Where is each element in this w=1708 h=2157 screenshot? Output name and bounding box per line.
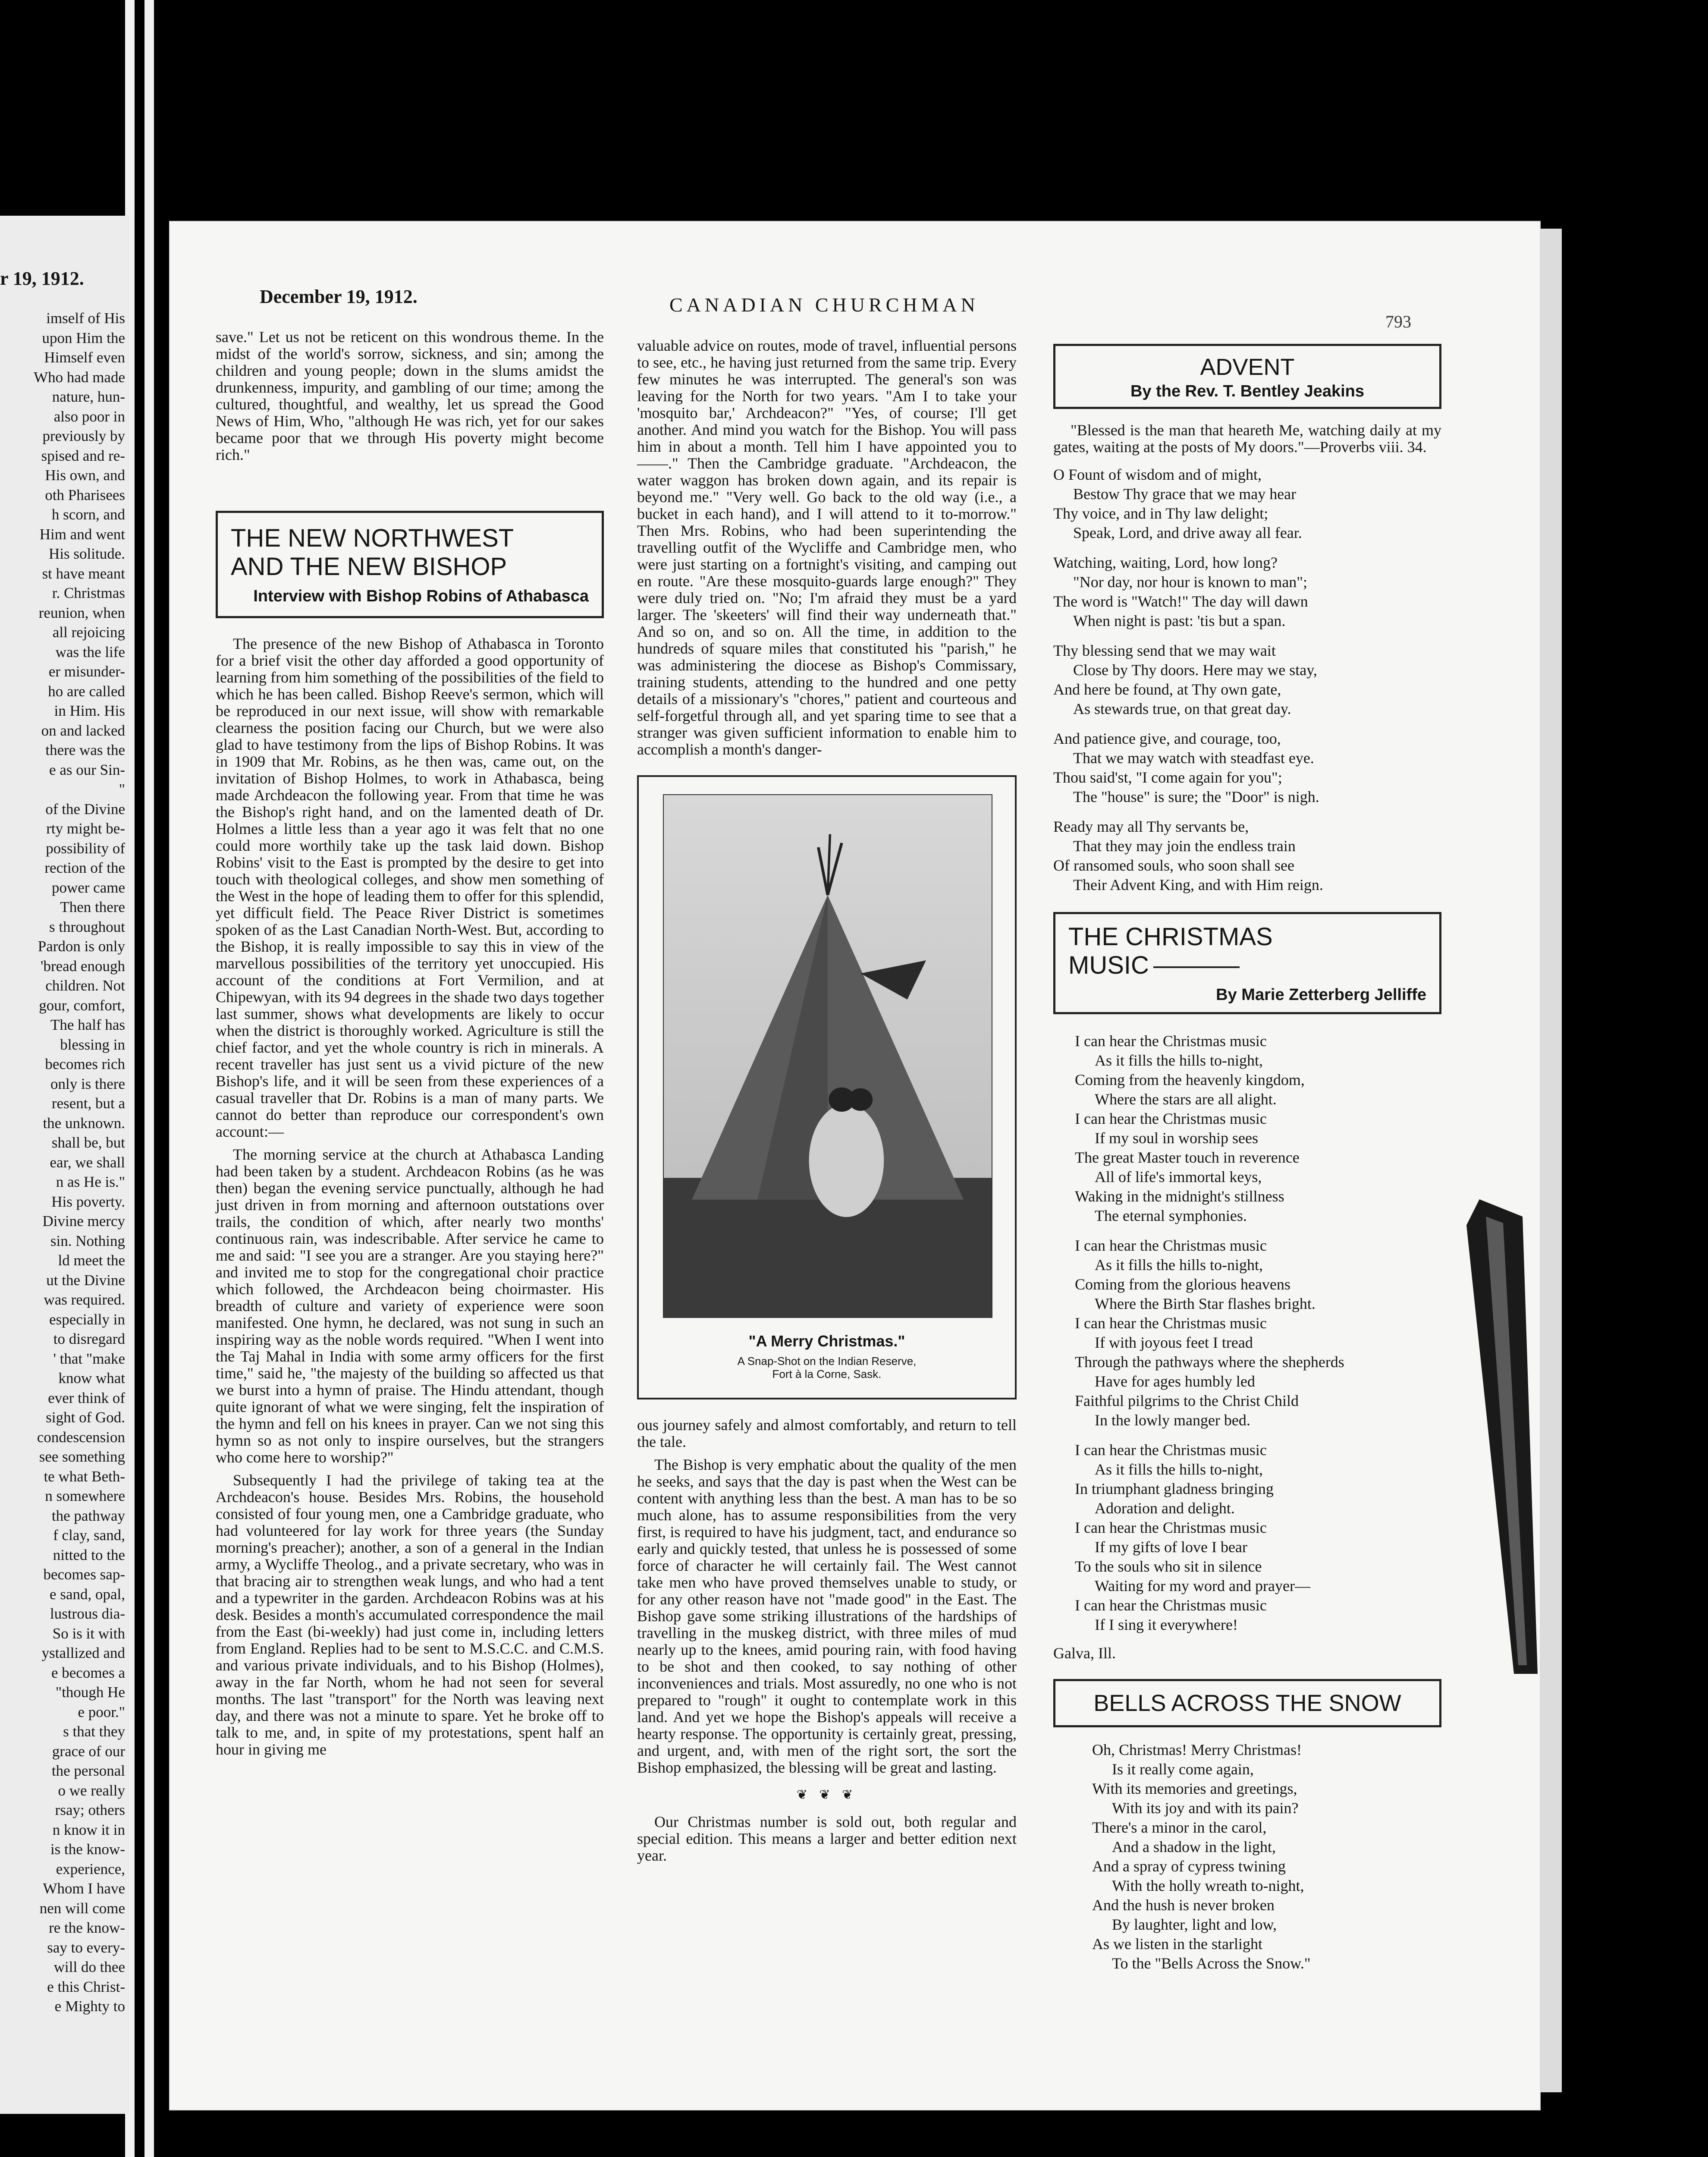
poem-line: Oh, Christmas! Merry Christmas!	[1092, 1741, 1302, 1758]
paragraph: The morning service at the church at Athabasca Landing had been taken by a student. Archdeacon Robins (as he was then) began the evening service punctually, although he had just driven in from morning and afternoon outstations over trails, the condition of which, after nearly two months' continuous rain, was indescribable. After service he came to me and said: "I see you are a stranger. Are you staying here?" and invited me to stop for the congregational choir practice which followed, the Archdeacon being choirmaster. His breadth of culture and variety of experience were soon manifested. One hymn, he declared, was not sung in such an inspiring way as the noble words required. "When I went into the Taj Mahal in India with some army officers for the first time," said he, "the majesty of the building so affected us that we burst into a hymn of praise. The Hindu attendant, though quite ignorant of what we were singing, felt the inspiration of the hymn and fell on his knees in prayer. Can we not sing this hymn so as not only to inspire ourselves, but the strangers who come here to worship?"	[216, 1146, 604, 1466]
text-line: possibility of	[46, 840, 125, 857]
paragraph: valuable advice on routes, mode of travel, influential persons to see, etc., he having just returned from the same trip. Every few minutes he was interrupted. The general's son was leaving for the North for two years. "Am I to take your 'mosquito bar,' Archdeacon?" "Yes, of course; I'll get another. And mind you watch for the Bishop. You will pass him in about a month. Tell him I have appointed you to——." Then the Cambridge graduate. "Archdeacon, the water waggon has broken down again, and its repair is beyond me." "Very well. Go back to the old way (i.e., a bucket in each hand), and I will attend to it to-morrow." Then Mrs. Robins, who had been superintending the travelling outfit of the Wycliffe and Cambridge men, who were just starting on a fortnight's visiting, and camping out en route. "Are these mosquito-guards large enough?" They were duly tried on. "No; I'm afraid they must be a yard larger. The 'skeeters' will find their way underneath that." And so on, and so on. All the time, in addition to the hundreds of square miles that constituted his "parish," he was administering the diocese as Bishop's Commissary, training students, attending to the hundred and one petty details of a missionary's "chores," patient and courteous and self-forgetful through all, and yet sparing time to see that a stranger was given sufficient information to enable him to accomplish a month's danger-	[637, 337, 1017, 758]
poem-line: And here be found, at Thy own gate,	[1053, 681, 1281, 698]
poem-line: I can hear the Christmas music	[1075, 1110, 1267, 1127]
section-ornament: ❦ ❦ ❦	[796, 1788, 857, 1802]
stanza	[1075, 1440, 1441, 1635]
poem-line: And a spray of cypress twining	[1092, 1858, 1286, 1875]
text-line: was required.	[44, 1291, 125, 1308]
text-line: becomes rich	[45, 1056, 125, 1072]
photo-frame	[637, 775, 1017, 1399]
poem-line: Waking in the midnight's stillness	[1075, 1188, 1284, 1205]
text-line: f clay, sand,	[53, 1527, 125, 1544]
text-line: e as our Sin-	[49, 761, 125, 778]
text-line: Who had made	[34, 368, 125, 386]
poem-line: Through the pathways where the shepherds	[1075, 1353, 1344, 1371]
text-line: rty might be-	[46, 820, 125, 837]
text-line: e Mighty to	[54, 1998, 125, 2015]
poem-line: If with joyous feet I tread	[1095, 1334, 1253, 1351]
text-line: The half has	[50, 1016, 125, 1033]
text-line: te what Beth-	[44, 1468, 125, 1485]
poem-line: As stewards true, on that great day.	[1073, 700, 1291, 717]
text-line: gour, comfort,	[39, 997, 125, 1014]
text-line: e this Christ-	[47, 1978, 125, 1995]
text-line: sight of God.	[46, 1409, 125, 1426]
text-line: becomes sap-	[43, 1566, 125, 1583]
text-line: rsay; others	[55, 1802, 125, 1818]
text-line: upon Him the	[42, 329, 125, 346]
text-line: lustrous dia-	[50, 1605, 125, 1622]
masthead-title: CANADIAN CHURCHMAN	[669, 294, 979, 316]
poem-line: By laughter, light and low,	[1112, 1916, 1277, 1933]
paragraph: Our Christmas number is sold out, both regular and special edition. This means a larger and better edition next year.	[637, 1813, 1017, 1864]
advent-heading-box	[1053, 344, 1441, 409]
christmas-music-poem	[1053, 1031, 1441, 1635]
text-line: ever think of	[48, 1389, 125, 1406]
previous-page-date: r 19, 1912.	[0, 268, 84, 289]
text-line: especially in	[49, 1311, 125, 1328]
poem-author: By the Rev. T. Bentley Jeakins	[1130, 382, 1365, 400]
text-line: So is it with	[52, 1625, 125, 1642]
poem-epigraph: "Blessed is the man that heareth Me, watching daily at my gates, waiting at the posts of My doors."—Proverbs viii. 34.	[1053, 421, 1441, 456]
text-line: was the life	[55, 643, 125, 660]
text-line: in Him. His	[54, 702, 125, 719]
stanza	[1075, 1236, 1441, 1430]
poem-line: Faithful pilgrims to the Christ Child	[1075, 1392, 1299, 1409]
paragraph: The Bishop is very emphatic about the quality of the men he seeks, and says that the day is past when the West can be content with anything less than the best. A man has to be so much alone, has to assume responsibilities from the very first, is required to have his judgment, tact, and endurance so early and quickly tested, that unless he is possessed of some force of character he will certainly fail. The West cannot take men who have proved themselves unable to study, or for any other reason have not "made good" in the East. The Bishop gave some striking illustrations of the hardships of travelling in the muskeg district, with three miles of mud nearly up to the knees, amid pouring rain, with food having to be shot and then cooked, to say nothing of other inconveniences and trials. Most assuredly, no one who is not prepared to "rough" it ought to contemplate work in this land. And yet we hope the Bishop's appeals will receive a hearty response. The opportunity is certainly great, pressing, and urgent, and, with men of the right sort, the sort the Bishop emphasized, the blessing will be great and lasting.	[637, 1456, 1017, 1776]
stanza	[1053, 465, 1441, 543]
poem-line: Ready may all Thy servants be,	[1053, 818, 1249, 835]
christmas-music-heading-box	[1053, 912, 1441, 1014]
text-line: Whom I have	[43, 1880, 125, 1897]
article-heading-box	[216, 511, 604, 618]
paragraph: save." Let us not be reticent on this wondrous theme. In the midst of the world's sorrow, sickness, and sin; among the children and young people; down in the slums amidst the drunkenness, impurity, and gambling of our time; among the cultured, thoughtful, and wealthy, let us spread the Good News of Him, Who, "although He was rich, yet for our sakes became poor that we through His poverty might become rich."	[216, 328, 604, 463]
poem-line: If I sing it everywhere!	[1095, 1616, 1238, 1633]
text-line: His poverty.	[51, 1193, 125, 1210]
poem-title: BELLS ACROSS THE SNOW	[1093, 1690, 1401, 1716]
poem-line: I can hear the Christmas music	[1075, 1314, 1267, 1332]
text-line: imself of His	[46, 310, 125, 327]
poem-line: To the souls who sit in silence	[1075, 1558, 1262, 1575]
bells-heading-box	[1053, 1679, 1441, 1727]
poem-line: Of ransomed souls, who soon shall see	[1053, 857, 1294, 874]
poem-line: That we may watch with steadfast eye.	[1073, 749, 1314, 767]
poem-line: To the "Bells Across the Snow."	[1112, 1955, 1311, 1972]
text-line: n as He is."	[56, 1173, 125, 1190]
article-title: THE NEW NORTHWEST AND THE NEW BISHOP	[231, 524, 514, 581]
newspaper-page	[169, 221, 1541, 2110]
issue-date: December 19, 1912.	[260, 286, 418, 307]
text-line: children. Not	[45, 977, 125, 994]
text-line: 'bread enough	[41, 957, 125, 975]
text-line: ' that "make	[53, 1350, 125, 1367]
title-rule	[1153, 966, 1240, 968]
text-line: re the know-	[49, 1919, 125, 1936]
poem-line: I can hear the Christmas music	[1075, 1032, 1267, 1050]
poem-line: As we listen in the starlight	[1092, 1935, 1262, 1953]
text-line: ho are called	[48, 682, 125, 700]
text-line: Himself even	[44, 349, 125, 366]
text-line: power came	[51, 879, 125, 896]
poem-line: Close by Thy doors. Here may we stay,	[1073, 661, 1317, 679]
text-line: ld meet the	[58, 1252, 125, 1269]
poem-line: As it fills the hills to-night,	[1095, 1256, 1263, 1273]
column-right	[1053, 344, 1441, 1973]
poem-line: I can hear the Christmas music	[1075, 1519, 1267, 1536]
poem-line: Have for ages humbly led	[1095, 1373, 1255, 1390]
previous-page-fragment	[0, 216, 129, 2114]
bells-poem	[1053, 1740, 1441, 1973]
text-line: resent, but a	[51, 1095, 125, 1112]
poem-line: The "house" is sure; the "Door" is nigh.	[1073, 788, 1319, 805]
text-line: all rejoicing	[52, 624, 125, 641]
poem-title: ADVENT	[1200, 354, 1295, 380]
text-line: o we really	[58, 1782, 125, 1799]
previous-page-text	[0, 308, 125, 2016]
stanza	[1053, 817, 1441, 895]
text-line: ystallized and	[41, 1644, 125, 1661]
poem-line: O Fount of wisdom and of might,	[1053, 466, 1262, 483]
text-line: r. Christmas	[52, 585, 125, 601]
poem-line: That they may join the endless train	[1073, 837, 1296, 855]
text-line: grace of our	[52, 1742, 125, 1760]
poem-line: If my gifts of love I bear	[1095, 1538, 1247, 1556]
poem-line: I can hear the Christmas music	[1075, 1237, 1267, 1254]
teepee-photo	[663, 794, 992, 1318]
text-line: Him and went	[39, 525, 125, 543]
poem-line: With its joy and with its pain?	[1112, 1799, 1299, 1817]
poem-line: In the lowly manger bed.	[1095, 1412, 1250, 1429]
poem-line: And the hush is never broken	[1092, 1896, 1275, 1914]
text-line: of the Divine	[45, 800, 125, 818]
poem-line: Coming from the heavenly kingdom,	[1075, 1071, 1305, 1088]
text-line: the pathway	[51, 1507, 125, 1524]
advent-poem	[1053, 465, 1441, 895]
paragraph: ous journey safely and almost comfortably, and return to tell the tale.	[637, 1416, 1017, 1450]
poem-line: The eternal symphonies.	[1095, 1207, 1247, 1224]
poem-line: Where the Birth Star flashes bright.	[1095, 1295, 1316, 1312]
text-line: only is there	[50, 1075, 125, 1092]
text-line: condescension	[37, 1428, 125, 1446]
poem-line: When night is past: 'tis but a span.	[1073, 612, 1286, 629]
article-subtitle: Interview with Bishop Robins of Athabasca	[253, 587, 589, 605]
column-middle	[637, 337, 1017, 1870]
text-line: nen will come	[39, 1899, 125, 1917]
text-line: sin. Nothing	[50, 1232, 125, 1249]
poem-line: Their Advent King, and with Him reign.	[1073, 876, 1323, 893]
paragraph: Subsequently I had the privilege of taking tea at the Archdeacon's house. Besides Mrs. Robins, the household consisted of four young men, one a Cambridge graduate, who had volunteered for lay work for three years (the Sunday morning's preacher); another, a son of a general in the Indian army, a Wycliffe Theolog., and a private secretary, who was in that bracing air to strengthen weak lungs, and who had a tent and a typewriter in the garden. Archdeacon Robins was at his desk. Besides a month's accumulated correspondence the mail from the East (bi-weekly) had just come in, including letters from England. Replies had to be sent to M.S.C.C. and C.M.S. and various private individuals, and to his Bishop (Holmes), away in the far North, whom he had not seen for several months. The last "transport" for the North was leaving next day, and there was not a minute to spare. Yet he broke off to talk to me, and, in spite of my protestations, spent half an hour in giving me	[216, 1472, 604, 1758]
text-line: previously by	[42, 428, 125, 444]
stanza	[1053, 729, 1441, 807]
poem-author: By Marie Zetterberg Jelliffe	[1216, 986, 1426, 1004]
text-line: see something	[39, 1448, 125, 1465]
poem-line: And a shadow in the light,	[1112, 1838, 1276, 1855]
poem-line: Watching, waiting, Lord, how long?	[1053, 554, 1278, 571]
text-line: s throughout	[49, 918, 125, 935]
text-line: oth Pharisees	[45, 486, 125, 503]
poem-line: I can hear the Christmas music	[1075, 1597, 1267, 1614]
poem-line: "Nor day, nor hour is known to man";	[1073, 573, 1307, 591]
poem-line: Where the stars are all alight.	[1095, 1091, 1277, 1108]
text-line: s that they	[63, 1723, 125, 1740]
text-line: e sand, opal,	[50, 1585, 125, 1603]
poem-line: Thy blessing send that we may wait	[1053, 642, 1276, 659]
poem-line: The word is "Watch!" The day will dawn	[1053, 593, 1308, 610]
text-line: e poor."	[78, 1703, 125, 1720]
stanza	[1053, 641, 1441, 719]
stanza	[1053, 553, 1441, 631]
text-line: know what	[58, 1370, 125, 1387]
poem-line: All of life's immortal keys,	[1095, 1168, 1262, 1185]
text-line: ut the Divine	[46, 1271, 125, 1289]
poem-line: Thou said'st, "I come again for you";	[1053, 769, 1282, 786]
text-line: there was the	[45, 742, 125, 758]
poem-line: Thy voice, and in Thy law delight;	[1053, 505, 1268, 522]
poem-line: As it fills the hills to-night,	[1095, 1461, 1263, 1478]
text-line: reunion, when	[38, 604, 125, 621]
poem-line: Waiting for my word and prayer—	[1095, 1577, 1310, 1594]
text-line: Then there	[60, 899, 125, 915]
text-line: nature, hun-	[52, 388, 125, 405]
poem-line: With its memories and greetings,	[1092, 1780, 1297, 1797]
text-line: shall be, but	[51, 1134, 125, 1151]
text-line: st have meant	[42, 565, 125, 582]
binding-strip	[144, 0, 154, 2157]
poem-line: There's a minor in the carol,	[1092, 1819, 1267, 1836]
text-line: "though He	[55, 1684, 125, 1701]
poem-line: In triumphant gladness bringing	[1075, 1480, 1274, 1497]
text-line: will do thee	[53, 1959, 125, 1975]
paragraph: The presence of the new Bishop of Athabasca in Toronto for a brief visit the other day afforded a good opportunity of learning from him something of the possibilities of the field to which he has been called. Bishop Reeve's sermon, which will be reproduced in our next issue, will show with remarkable clearness the position facing our Church, but we were also glad to have testimony from the lips of Bishop Robins. It was in 1909 that Mr. Robins, as he then was, came out, on the invitation of Bishop Holmes, to work in Athabasca, being made Archdeacon the following year. From that time he was the Bishop's right hand, and on the lamented death of Dr. Holmes a little less than a year ago it was felt that no one could more worthily take up the task laid down. Bishop Robins' visit to the East is prompted by the desire to get into touch with theological colleges, and show men something of the West in the hope of leading them to offer for this splendid, yet difficult field. The Peace River District is sometimes spoken of as the Last Canadian North-West. But, according to the Bishop, it is really impossible to say this in view of the marvellous possibilities of the territory yet unoccupied. His account of the conditions at Fort Vermilion, and at Chipewyan, with its 94 degrees in the shade two days together last summer, shows what developments are likely to occur when the district is thoroughly worked. Agriculture is still the chief factor, and yet the whole country is rich in minerals. A recent traveller has just sent us a vivid picture of the new Bishop's life, and it will be seen from these experiences of a casual traveller that Dr. Robins is a man of many parts. We cannot do better than reproduce our correspondent's own account:—	[216, 635, 604, 1140]
poem-line: As it fills the hills to-night,	[1095, 1052, 1263, 1069]
text-line: His solitude.	[49, 545, 125, 562]
poem-place: Galva, Ill.	[1053, 1644, 1116, 1662]
text-line: n somewhere	[45, 1487, 125, 1504]
poem-line: Is it really come again,	[1112, 1761, 1254, 1778]
photo-credit: A Snap-Shot on the Indian Reserve, Fort à la Corne, Sask.	[737, 1355, 917, 1380]
text-line: ear, we shall	[50, 1154, 125, 1171]
text-line: experience,	[56, 1860, 125, 1877]
pen-object	[1462, 1199, 1540, 1674]
poem-line: If my soul in worship sees	[1095, 1129, 1258, 1147]
text-line: nitted to the	[53, 1546, 125, 1563]
text-line: also poor in	[53, 408, 125, 425]
poem-title: THE CHRISTMAS MUSIC	[1068, 923, 1273, 979]
text-line: spised and re-	[41, 447, 125, 464]
page-number: 793	[1385, 312, 1411, 331]
poem-line: Bestow Thy grace that we may hear	[1073, 485, 1297, 503]
poem-line: With the holly wreath to-night,	[1112, 1877, 1304, 1894]
column-left	[216, 329, 604, 1764]
photo-caption: "A Merry Christmas."	[748, 1332, 905, 1350]
text-line: on and lacked	[41, 722, 125, 739]
poem-line: I can hear the Christmas music	[1075, 1441, 1267, 1459]
text-line: His own, and	[45, 467, 125, 484]
poem-line: Speak, Lord, and drive away all fear.	[1073, 524, 1302, 541]
text-line: Pardon is only	[38, 938, 125, 955]
text-line: to disregard	[53, 1330, 125, 1347]
text-line: is the know-	[50, 1841, 125, 1858]
stanza	[1075, 1031, 1441, 1226]
text-line: the unknown.	[43, 1114, 125, 1132]
poem-line: And patience give, and courage, too,	[1053, 730, 1281, 747]
text-line: say to every-	[47, 1939, 125, 1956]
poem-line: Adoration and delight.	[1095, 1500, 1235, 1517]
text-line: rection of the	[44, 859, 125, 876]
text-line: n know it in	[52, 1821, 125, 1838]
text-line: er misunder-	[48, 663, 125, 680]
poem-line: Coming from the glorious heavens	[1075, 1276, 1290, 1293]
text-line: Divine mercy	[42, 1213, 125, 1229]
text-line: blessing in	[60, 1036, 125, 1053]
text-line: the personal	[51, 1762, 125, 1779]
teepee-photo-image	[664, 795, 992, 1317]
text-line: h scorn, and	[51, 506, 125, 523]
poem-line: The great Master touch in reverence	[1075, 1149, 1300, 1166]
text-line: e becomes a	[51, 1664, 125, 1681]
text-line: "	[119, 781, 125, 798]
